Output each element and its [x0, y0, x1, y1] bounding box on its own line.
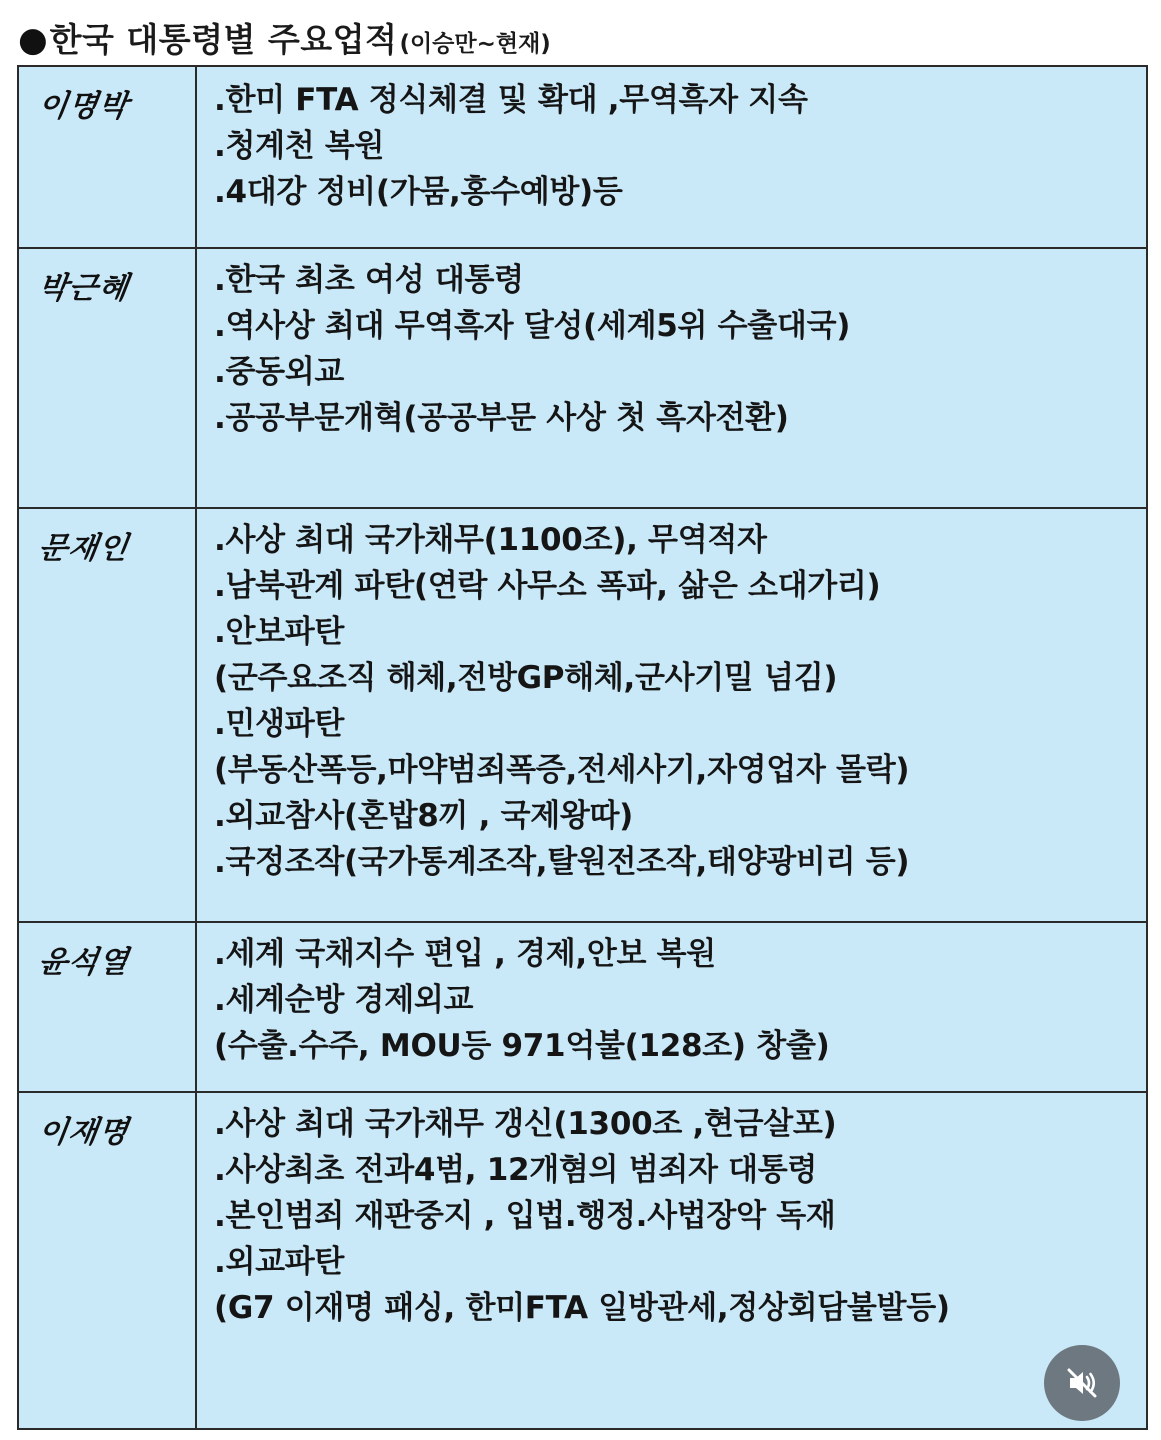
achievement-item: .중동외교 — [214, 354, 345, 390]
achievement-list — [214, 517, 1138, 885]
page-title — [18, 14, 551, 64]
title-subtitle: (이승만~현재) — [399, 31, 551, 57]
achievement-item: .청계천 복원 — [214, 128, 385, 164]
president-name-cell — [19, 923, 197, 1091]
achievement-item: .한미 FTA 정식체결 및 확대 ,무역흑자 지속 — [214, 82, 808, 118]
president-name-cell — [19, 509, 197, 921]
achievement-item: .사상최초 전과4범, 12개혐의 범죄자 대통령 — [214, 1152, 818, 1188]
title-bullet: ● — [18, 20, 48, 60]
table-row-lee-myung-bak — [19, 67, 1146, 249]
table-row-park-geun-hye — [19, 249, 1146, 509]
achievement-item: (부동산폭등,마약범죄폭증,전세사기,자영업자 몰락) — [214, 752, 910, 788]
achievement-item: .남북관계 파탄(연락 사무소 폭파, 삶은 소대가리) — [214, 568, 881, 604]
achievement-item: .민생파탄 — [214, 706, 345, 742]
achievements-table — [17, 65, 1148, 1430]
president-name-cell — [19, 1093, 197, 1428]
achievement-list — [214, 77, 1138, 215]
table-row-moon-jae-in — [19, 509, 1146, 923]
achievement-item: .본인범죄 재판중지 , 입법.행정.사법장악 독재 — [214, 1198, 836, 1234]
achievement-item: .공공부문개혁(공공부문 사상 첫 흑자전환) — [214, 400, 789, 436]
achievement-list — [214, 931, 1138, 1069]
president-name: 박근혜 — [36, 271, 131, 306]
table-row-lee-jae-myung — [19, 1093, 1146, 1428]
achievement-item: (군주요조직 해체,전방GP해체,군사기밀 넘김) — [214, 660, 838, 696]
achievement-item: .역사상 최대 무역흑자 달성(세계5위 수출대국) — [214, 308, 851, 344]
achievement-list — [214, 257, 1138, 441]
president-name: 이재명 — [36, 1115, 131, 1150]
achievement-item: .세계 국채지수 편입 , 경제,안보 복원 — [214, 936, 716, 972]
achievement-item: .세계순방 경제외교 — [214, 982, 474, 1018]
achievement-item: .사상 최대 국가채무(1100조), 무역적자 — [214, 522, 767, 558]
achievement-list — [214, 1101, 1138, 1331]
president-name: 문재인 — [36, 531, 131, 566]
achievement-item: .안보파탄 — [214, 614, 345, 650]
achievement-item: .외교참사(혼밥8끼 , 국제왕따) — [214, 798, 634, 834]
president-name: 윤석열 — [36, 945, 131, 980]
muted-speaker-icon — [1062, 1363, 1102, 1403]
achievement-item: (수출.수주, MOU등 971억불(128조) 창출) — [214, 1028, 830, 1064]
achievement-item: .4대강 정비(가뭄,홍수예방)등 — [214, 174, 623, 210]
achievement-item: .외교파탄 — [214, 1244, 345, 1280]
achievement-item: .한국 최초 여성 대통령 — [214, 262, 524, 298]
president-name: 이명박 — [36, 89, 131, 124]
title-main: 한국 대통령별 주요업적 — [49, 20, 398, 59]
table-row-yoon-suk-yeol — [19, 923, 1146, 1093]
achievement-item: (G7 이재명 패싱, 한미FTA 일방관세,정상회담불발등) — [214, 1290, 950, 1326]
president-name-cell — [19, 67, 197, 247]
achievement-item: .사상 최대 국가채무 갱신(1300조 ,현금살포) — [214, 1106, 837, 1142]
achievement-item: .국정조작(국가통계조작,탈원전조작,태양광비리 등) — [214, 844, 910, 880]
mute-toggle-button[interactable] — [1044, 1345, 1120, 1421]
president-name-cell — [19, 249, 197, 507]
